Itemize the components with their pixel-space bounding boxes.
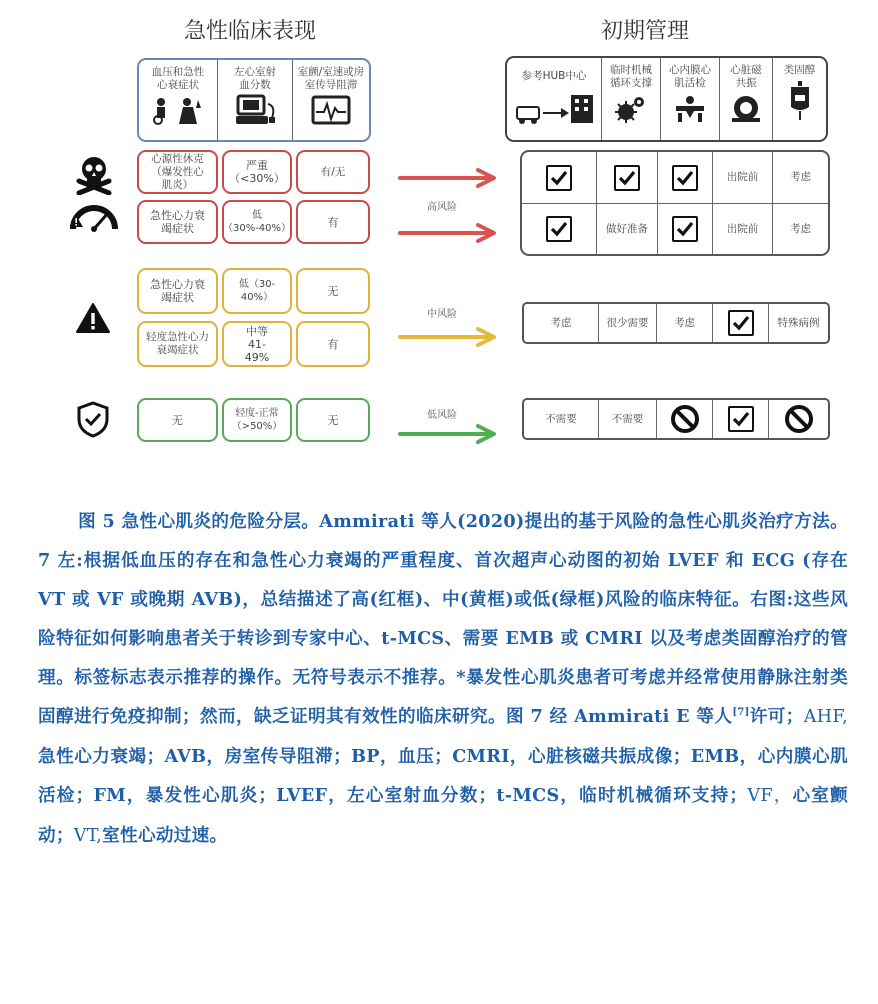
mgmt-high2-steroid: 考虑 (790, 222, 811, 235)
mgmt-med-emb: 考虑 (674, 316, 695, 329)
mgmt-high2-cmr: 出院前 (726, 222, 759, 235)
low-risk-arrow (398, 424, 498, 444)
cell-med2-lvef: 中等 41-49% (222, 321, 292, 367)
cell-high2-bp: 急性心力衰竭症状 (137, 200, 218, 244)
cell-high1-lvef: 严重（<30%） (222, 150, 292, 194)
check-icon (672, 216, 698, 242)
header-col-emb: 心内膜心肌活检 (661, 58, 719, 140)
header-col-lvef: 左心室射血分数 (218, 60, 292, 140)
mri-scanner-icon (730, 94, 762, 124)
presentation-header-box (137, 58, 371, 142)
mgmt-low-cmr (713, 400, 768, 438)
iv-bag-icon (786, 81, 814, 121)
no-symbol-icon (784, 404, 814, 434)
mgmt-high2-emb (658, 204, 712, 254)
caption-vt-def: 室性心动过速。 (102, 825, 228, 846)
medium-risk-arrow (398, 327, 498, 347)
biopsy-icon (673, 94, 707, 124)
right-title: 初期管理 (600, 19, 689, 44)
cell-low-bp: 无 (137, 398, 218, 442)
high-risk-label: 高风险 (427, 202, 457, 213)
left-title: 急性临床表现 (183, 19, 316, 44)
mgmt-high1-emb (658, 152, 712, 203)
low-risk-label: 低风险 (427, 410, 457, 421)
echo-machine-icon (232, 94, 278, 128)
cell-med2-bp: 轻度急性心力衰竭症状 (137, 321, 218, 367)
mgmt-med-cmr (713, 304, 768, 342)
medium-risk-label: 中风险 (427, 309, 457, 320)
header-col-bp: 血压和急性心衰症状 (139, 60, 217, 140)
mgmt-med-hub: 考虑 (550, 316, 572, 329)
check-icon (546, 216, 572, 242)
caption-main: 图 5 急性心肌炎的危险分层。Ammirati 等人(2020)提出的基于风险的急性心肌炎治疗方法。7 左:根据低血压的存在和急性心力衰竭的严重程度、首次超声心动图的初始 LVEF 和 ECG (存在 VT 或 VF 或晚期 AVB)，总结描述了高(红框)、中(黄框)或低(绿框)风险的临床特征。右图:这些风险特征如何影响患者关于转诊到专家中心、t-MCS、需要 EMB 或 CMRI 以及考虑类固醇治疗的管理。标签标志表示推荐的操作。无符号表示不推荐。*暴发性心肌炎患者可考虑并经常使用静脉注射类固醇进行免疫抑制；然而，缺乏证明其有效性的临床研究。图 7 经 Ammirati E 等人 (38, 511, 848, 727)
check-icon (546, 165, 572, 191)
header-col-cmr: 心脏磁共振 (720, 58, 772, 140)
shield-check-icon (76, 400, 110, 438)
ambulance-to-hospital-icon (511, 91, 597, 127)
cell-high1-ecg: 有/无 (296, 150, 370, 194)
cell-low-lvef: 轻度-正常（>50%） (222, 398, 292, 442)
caption-permission: 许可； (749, 706, 804, 727)
management-header-box (505, 56, 828, 142)
mgmt-low-hub: 不需要 (545, 412, 577, 425)
mgmt-high1-hub (522, 152, 596, 203)
mgmt-med-tmcs: 很少需要 (606, 316, 649, 329)
cell-med2-ecg: 有 (296, 321, 370, 367)
cell-high1-bp: 心源性休克（爆发性心肌炎） (137, 150, 218, 194)
mgmt-high1-cmr: 出院前 (726, 171, 759, 183)
low-risk-management-box (522, 398, 830, 440)
header-col-hub: 参考HUB中心 (507, 58, 601, 140)
check-icon (614, 165, 640, 191)
caption-vt: VT, (73, 826, 103, 846)
skull-crossbones-icon (74, 155, 114, 195)
caption-vf-def: 心室颤动； (38, 785, 848, 846)
high-risk-management-box (520, 150, 830, 256)
header-col-steroid: 类固醇 (773, 58, 826, 140)
mgmt-high1-steroid: 考虑 (790, 171, 811, 183)
cell-low-ecg: 无 (296, 398, 370, 442)
mgmt-med-steroid: 特殊病例 (777, 316, 820, 329)
mgmt-high1-tmcs (597, 152, 657, 203)
gears-icon (614, 94, 648, 124)
figure-caption (38, 502, 848, 856)
caption-ahf: AHF, (803, 707, 849, 727)
cell-med1-ecg: 无 (296, 268, 370, 314)
cell-med1-lvef: 低（30-40%） (222, 268, 292, 314)
no-symbol-icon (670, 404, 700, 434)
caption-abbreviations: 急性心力衰竭；AVB，房室传导阻滞；BP，血压；CMRI，心脏核磁共振成像；EMB，心内膜心肌活检；FM，暴发性心肌炎；LVEF，左心室射血分数；t-MCS，临时机械循环支持； (38, 746, 848, 806)
gauge-warning-icon (70, 203, 118, 233)
high-risk-arrow-1 (398, 168, 498, 188)
mgmt-high2-hub (522, 204, 596, 254)
cell-high2-ecg: 有 (296, 200, 370, 244)
medium-risk-management-box (522, 302, 830, 344)
high-risk-arrow-2 (398, 223, 498, 243)
mgmt-high2-tmcs: 做好准备 (606, 222, 648, 235)
check-icon (728, 310, 754, 336)
check-icon (728, 406, 754, 432)
mgmt-low-emb (657, 400, 712, 438)
cell-high2-lvef: 低（30%-40%） (222, 200, 292, 244)
caption-vf: VF， (747, 786, 793, 806)
caption-ref: [7] (732, 707, 750, 719)
cell-med1-bp: 急性心力衰竭症状 (137, 268, 218, 314)
warning-triangle-icon (75, 302, 111, 334)
mgmt-low-tmcs: 不需要 (611, 412, 644, 425)
ecg-monitor-icon (310, 94, 352, 128)
patient-icons (149, 96, 207, 126)
header-col-ecg: 室颤/室速或房室传导阻滞 (293, 60, 369, 140)
header-col-tmcs: 临时机械循环支撑 (602, 58, 660, 140)
mgmt-low-steroid (769, 400, 828, 438)
check-icon (672, 165, 698, 191)
